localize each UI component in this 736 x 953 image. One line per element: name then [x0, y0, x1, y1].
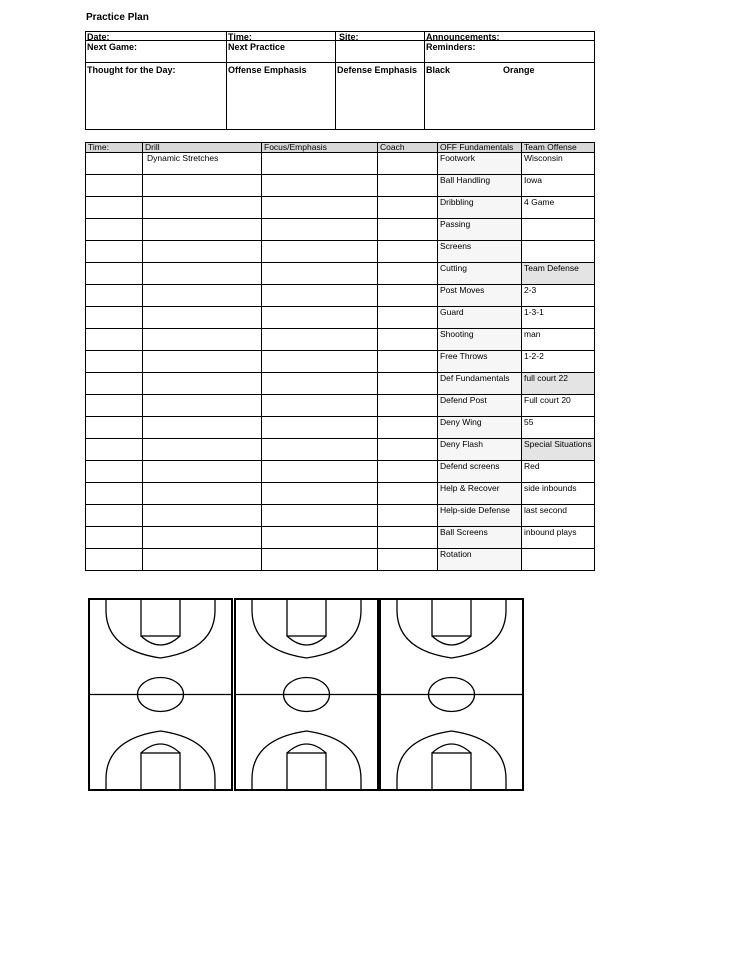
reminders-label: Reminders:	[426, 42, 476, 52]
fundamental-cell[interactable]: Cutting	[438, 263, 522, 285]
team-cell[interactable]: Iowa	[522, 175, 595, 197]
drill-cell[interactable]	[143, 549, 262, 571]
col-time: Time:	[86, 143, 143, 153]
coach-cell[interactable]	[378, 483, 438, 505]
drill-cell[interactable]	[143, 219, 262, 241]
fundamental-cell[interactable]: Dribbling	[438, 197, 522, 219]
fundamental-cell[interactable]: Defend Post	[438, 395, 522, 417]
team-cell[interactable]: Full court 20	[522, 395, 595, 417]
coach-cell[interactable]	[378, 549, 438, 571]
date-label: Date:	[87, 32, 110, 42]
next-game-label: Next Game:	[87, 42, 138, 52]
time-cell[interactable]	[86, 263, 143, 285]
coach-cell[interactable]	[378, 439, 438, 461]
table-row	[86, 241, 595, 263]
time-cell[interactable]	[86, 197, 143, 219]
next-practice-label: Next Practice	[228, 42, 286, 52]
coach-cell[interactable]	[378, 505, 438, 527]
fundamental-cell[interactable]: Shooting	[438, 329, 522, 351]
col-drill: Drill	[143, 143, 262, 153]
drill-cell[interactable]	[143, 439, 262, 461]
team-cell[interactable]: side inbounds	[522, 483, 595, 505]
table-row	[86, 307, 595, 329]
drill-cell[interactable]	[143, 395, 262, 417]
drill-cell[interactable]	[143, 351, 262, 373]
drill-cell[interactable]	[143, 285, 262, 307]
time-cell[interactable]	[86, 219, 143, 241]
coach-cell[interactable]	[378, 197, 438, 219]
team-cell[interactable]: man	[522, 329, 595, 351]
focus-cell[interactable]	[262, 549, 378, 571]
coach-cell[interactable]	[378, 373, 438, 395]
table-row	[86, 439, 595, 461]
team-cell[interactable]: 1-3-1	[522, 307, 595, 329]
table-row	[86, 285, 595, 307]
table-row	[86, 219, 595, 241]
drill-cell[interactable]	[143, 461, 262, 483]
team-cell[interactable]: last second	[522, 505, 595, 527]
col-coach: Coach	[378, 143, 438, 153]
drill-cell[interactable]	[143, 241, 262, 263]
coach-cell[interactable]	[378, 329, 438, 351]
time-cell[interactable]	[86, 241, 143, 263]
table-row	[86, 527, 595, 549]
table-row	[86, 175, 595, 197]
team-cell[interactable]: inbound plays	[522, 527, 595, 549]
coach-cell[interactable]	[378, 417, 438, 439]
focus-cell[interactable]	[262, 175, 378, 197]
table-row	[86, 461, 595, 483]
fundamental-cell[interactable]: Deny Flash	[438, 439, 522, 461]
col-off-fundamentals: OFF Fundamentals	[438, 143, 522, 153]
focus-cell[interactable]	[262, 307, 378, 329]
time-cell[interactable]	[86, 329, 143, 351]
table-row	[86, 505, 595, 527]
focus-cell[interactable]	[262, 285, 378, 307]
table-row	[86, 373, 595, 395]
focus-cell[interactable]	[262, 483, 378, 505]
schedule-table	[85, 142, 595, 571]
coach-cell[interactable]	[378, 351, 438, 373]
fundamental-cell[interactable]: Ball Handling	[438, 175, 522, 197]
focus-cell[interactable]	[262, 417, 378, 439]
fundamental-cell[interactable]: Ball Screens	[438, 527, 522, 549]
table-row	[86, 329, 595, 351]
defense-emphasis-label: Defense Emphasis	[337, 65, 418, 75]
drill-cell[interactable]	[143, 505, 262, 527]
table-row	[86, 483, 595, 505]
focus-cell[interactable]	[262, 351, 378, 373]
focus-cell[interactable]	[262, 241, 378, 263]
fundamental-cell[interactable]: Post Moves	[438, 285, 522, 307]
drill-cell[interactable]: Dynamic Stretches	[143, 153, 262, 175]
time-cell[interactable]	[86, 307, 143, 329]
time-cell[interactable]	[86, 395, 143, 417]
fundamental-cell[interactable]: Footwork	[438, 153, 522, 175]
fundamental-cell[interactable]: Defend screens	[438, 461, 522, 483]
announcements-label: Announcements:	[426, 32, 500, 42]
fundamental-cell[interactable]: Help & Recover	[438, 483, 522, 505]
focus-cell[interactable]	[262, 153, 378, 175]
drill-cell[interactable]	[143, 197, 262, 219]
table-row	[86, 417, 595, 439]
drill-cell[interactable]	[143, 307, 262, 329]
time-cell[interactable]	[86, 527, 143, 549]
time-cell[interactable]	[86, 417, 143, 439]
coach-cell[interactable]	[378, 153, 438, 175]
drill-cell[interactable]	[143, 329, 262, 351]
coach-cell[interactable]	[378, 219, 438, 241]
time-cell[interactable]	[86, 175, 143, 197]
coach-cell[interactable]	[378, 285, 438, 307]
team-cell[interactable]: full court 22	[522, 373, 595, 395]
time-cell[interactable]	[86, 285, 143, 307]
time-cell[interactable]	[86, 373, 143, 395]
coach-cell[interactable]	[378, 395, 438, 417]
offense-emphasis-label: Offense Emphasis	[228, 65, 307, 75]
coach-cell[interactable]	[378, 461, 438, 483]
coach-cell[interactable]	[378, 263, 438, 285]
coach-cell[interactable]	[378, 175, 438, 197]
table-row	[86, 395, 595, 417]
basketball-court-diagram	[88, 598, 233, 791]
col-team-offense: Team Offense	[522, 143, 595, 153]
focus-cell[interactable]	[262, 505, 378, 527]
focus-cell[interactable]	[262, 461, 378, 483]
drill-cell[interactable]	[143, 263, 262, 285]
drill-cell[interactable]	[143, 175, 262, 197]
site-label: Site:	[339, 32, 359, 42]
fundamental-cell[interactable]: Passing	[438, 219, 522, 241]
coach-cell[interactable]	[378, 307, 438, 329]
focus-cell[interactable]	[262, 219, 378, 241]
team-cell[interactable]	[522, 241, 595, 263]
focus-cell[interactable]	[262, 439, 378, 461]
fundamental-cell[interactable]: Free Throws	[438, 351, 522, 373]
drill-cell[interactable]	[143, 417, 262, 439]
focus-cell[interactable]	[262, 263, 378, 285]
thought-label: Thought for the Day:	[87, 65, 176, 75]
coach-cell[interactable]	[378, 527, 438, 549]
fundamental-cell[interactable]: Guard	[438, 307, 522, 329]
team-cell[interactable]: Team Defense	[522, 263, 595, 285]
focus-cell[interactable]	[262, 197, 378, 219]
team-cell[interactable]	[522, 219, 595, 241]
drill-cell[interactable]	[143, 373, 262, 395]
drill-cell[interactable]	[143, 483, 262, 505]
team-cell[interactable]: Red	[522, 461, 595, 483]
drill-cell[interactable]	[143, 527, 262, 549]
focus-cell[interactable]	[262, 527, 378, 549]
table-row	[86, 351, 595, 373]
time-cell[interactable]	[86, 439, 143, 461]
time-cell[interactable]	[86, 549, 143, 571]
table-row	[86, 549, 595, 571]
time-label: Time:	[228, 32, 252, 42]
team-cell[interactable]	[522, 549, 595, 571]
basketball-court-diagram	[379, 598, 524, 791]
black-label: Black	[426, 65, 451, 75]
team-cell[interactable]: Wisconsin	[522, 153, 595, 175]
coach-cell[interactable]	[378, 241, 438, 263]
fundamental-cell[interactable]: Deny Wing	[438, 417, 522, 439]
time-cell[interactable]	[86, 483, 143, 505]
team-cell[interactable]: Special Situations	[522, 439, 595, 461]
fundamental-cell[interactable]: Def Fundamentals	[438, 373, 522, 395]
table-row	[86, 263, 595, 285]
table-row	[86, 197, 595, 219]
focus-cell[interactable]	[262, 395, 378, 417]
team-cell[interactable]: 1-2-2	[522, 351, 595, 373]
time-cell[interactable]	[86, 351, 143, 373]
col-focus: Focus/Emphasis	[262, 143, 378, 153]
orange-label: Orange	[503, 65, 535, 75]
fundamental-cell[interactable]: Rotation	[438, 549, 522, 571]
page-title: Practice Plan	[86, 12, 149, 23]
team-cell[interactable]: 2-3	[522, 285, 595, 307]
fundamental-cell[interactable]: Help-side Defense	[438, 505, 522, 527]
team-cell[interactable]: 55	[522, 417, 595, 439]
focus-cell[interactable]	[262, 373, 378, 395]
table-row	[86, 153, 595, 175]
team-cell[interactable]: 4 Game	[522, 197, 595, 219]
basketball-court-diagram	[234, 598, 379, 791]
focus-cell[interactable]	[262, 329, 378, 351]
fundamental-cell[interactable]: Screens	[438, 241, 522, 263]
header-grid	[85, 31, 595, 130]
time-cell[interactable]	[86, 461, 143, 483]
time-cell[interactable]	[86, 153, 143, 175]
time-cell[interactable]	[86, 505, 143, 527]
